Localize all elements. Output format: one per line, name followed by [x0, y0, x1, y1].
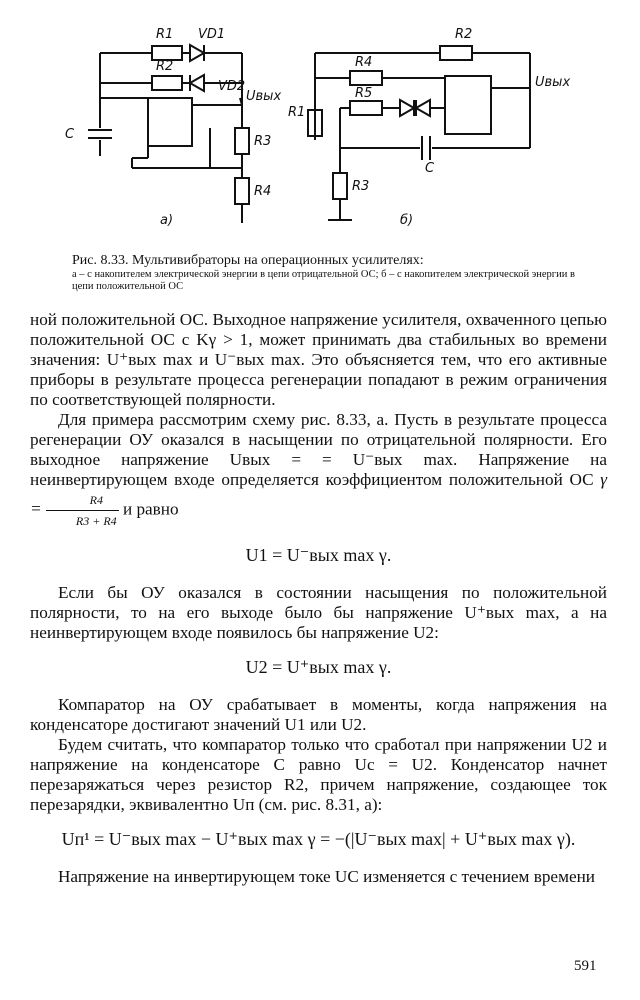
paragraph-5: Будем считать, что компаратор только что сработал при напряжении U2 и напряжение на конденсаторе C равно Uc = U2. Конденсатор начнет перезаряжаться через резистор R2, причем напряжение, создающее ток перезарядки, эквивалентно Uп (см. рис. 8.31, а):	[30, 735, 607, 814]
caption-subtitle: а – с накопителем электрической энергии в цепи отрицательной ОС; б – с накопителем электрической энергии в цепи положительной ОС	[72, 269, 575, 292]
figure-caption	[72, 253, 592, 293]
fraction-denominator: R3 + R4	[75, 514, 117, 528]
paragraph-2-text: Для примера рассмотрим схему рис. 8.33, а. Пусть в результате процесса регенерации ОУ оказался в насыщении по отрицательной полярности. Его выходное напряжение Uвых = = U⁻вых max. Напряжение на неинвертирующем входе определяется коэффициентом положительной ОС	[30, 410, 607, 489]
label-b-r4: R4	[355, 55, 373, 70]
circuit-figure	[60, 8, 600, 253]
label-a-uout: Uвых	[246, 89, 282, 104]
label-a-r4: R4	[254, 184, 272, 199]
label-b-r2: R2	[455, 27, 473, 42]
label-a-r3: R3	[254, 134, 272, 149]
body-text	[30, 310, 607, 887]
formula-u2: U2 = U⁺вых max γ.	[245, 657, 392, 677]
caption-title: Рис. 8.33. Мультивибраторы на операционных усилителях:	[72, 253, 424, 268]
label-a-c: C	[65, 127, 75, 142]
paragraph-4: Компаратор на ОУ срабатывает в моменты, когда напряжения на конденсаторе достигают значений U1 или U2.	[30, 695, 607, 734]
label-b-c: C	[425, 161, 435, 176]
circuit-diagrams	[60, 8, 600, 253]
formula-up: Uп¹ = U⁻вых max − U⁺вых max γ = −(|U⁻вых max| + U⁺вых max γ).	[61, 829, 576, 849]
label-a-vd1: VD1	[198, 27, 226, 42]
formula-u1: U1 = U⁻вых max γ.	[245, 545, 392, 565]
label-a-panel: а)	[160, 213, 174, 228]
paragraph-1: ной положительной ОС. Выходное напряжение усилителя, охваченного цепью положительной ОС с Kγ > 1, может принимать два стабильных во времени значения: U⁺вых max и U⁻вых max. Это объясняется тем, что его активные приборы в результате процесса регенерации попадают в режим ограничения по соответствующей полярности.	[30, 310, 607, 409]
paragraph-2	[30, 410, 607, 531]
label-b-r3: R3	[352, 179, 370, 194]
label-b-r1: R1	[288, 105, 306, 120]
label-a-r2: R2	[156, 59, 174, 74]
label-b-panel: б)	[400, 213, 414, 228]
label-a-r1: R1	[156, 27, 174, 42]
label-b-uout: Uвых	[535, 75, 571, 90]
label-a-vd2: VD2	[218, 79, 246, 94]
label-b-r5: R5	[355, 86, 373, 101]
fraction-numerator: R4	[46, 490, 119, 511]
gamma-fraction	[46, 490, 119, 531]
paragraph-3: Если бы ОУ оказался в состоянии насыщения по положительной полярности, то на его выходе было бы напряжение U⁺вых max, а на неинвертирующем входе появилось бы напряжение U2:	[30, 583, 607, 642]
page-number: 591	[574, 958, 597, 974]
gamma-label: γ =	[30, 470, 608, 519]
paragraph-6: Напряжение на инвертирующем токе UC изменяется с течением времени	[58, 867, 595, 886]
paragraph-2-end: и равно	[122, 499, 179, 519]
